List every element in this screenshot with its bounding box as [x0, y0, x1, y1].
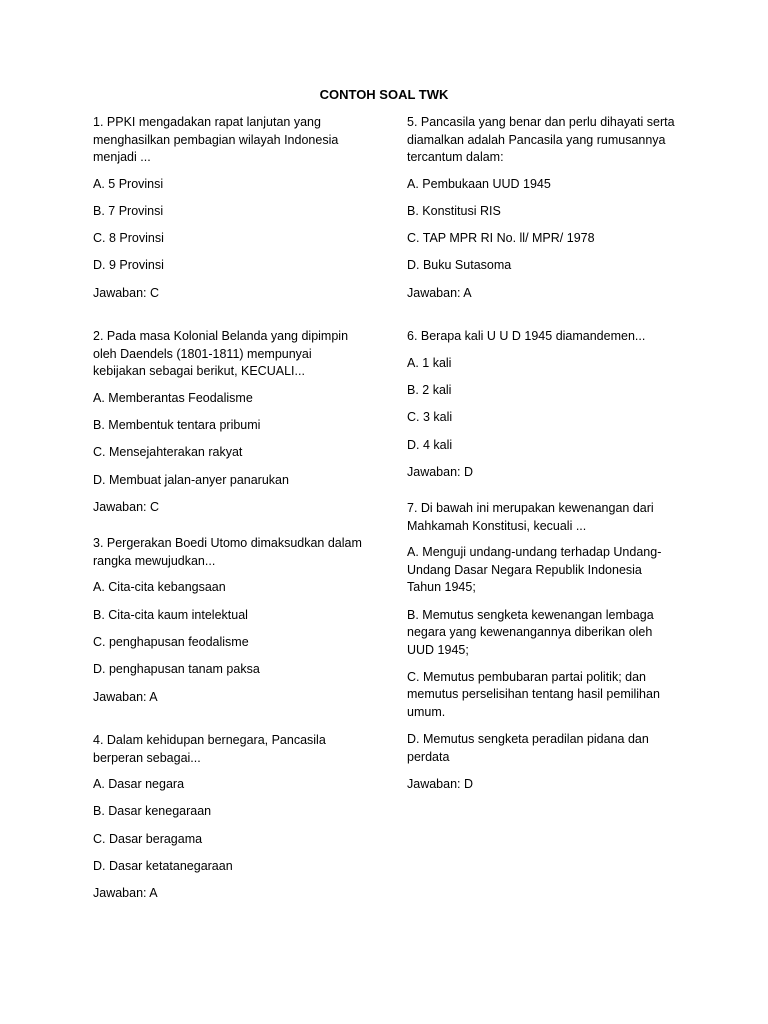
- option-c: C. penghapusan feodalisme: [93, 634, 249, 649]
- option-c: C. Mensejahterakan rakyat: [93, 445, 243, 460]
- question-6: [407, 328, 679, 481]
- question-text: 1. PPKI mengadakan rapat lanjutan yang menghasilkan pembagian wilayah Indonesia menjadi ...: [93, 115, 339, 164]
- option-a: A. Pembukaan UUD 1945: [407, 176, 551, 191]
- question-text: 3. Pergerakan Boedi Utomo dimaksudkan dalam rangka mewujudkan...: [93, 536, 362, 568]
- option-b: B. Dasar kenegaraan: [93, 804, 212, 819]
- question-1: [93, 114, 365, 302]
- option-d: D. Memutus sengketa peradilan pidana dan perdata: [407, 732, 649, 764]
- option-d: D. Buku Sutasoma: [407, 258, 512, 273]
- answer: Jawaban: A: [93, 886, 158, 901]
- option-a: A. Dasar negara: [93, 777, 185, 792]
- option-d: D. 9 Provinsi: [93, 258, 164, 273]
- option-b: B. Membentuk tentara pribumi: [93, 417, 261, 432]
- answer: Jawaban: D: [407, 777, 474, 792]
- option-d: D. Dasar ketatanegaraan: [93, 858, 233, 873]
- option-a: A. 1 kali: [407, 355, 452, 370]
- question-text: 2. Pada masa Kolonial Belanda yang dipimpin oleh Daendels (1801-1811) mempunyai kebijakan sebagai berikut, KECUALI...: [93, 329, 349, 379]
- option-d: D. Membuat jalan-anyer panarukan: [93, 472, 289, 487]
- option-b: B. 2 kali: [407, 382, 452, 397]
- question-text: 4. Dalam kehidupan bernegara, Pancasila berperan sebagai...: [93, 733, 326, 765]
- question-4: [93, 732, 365, 903]
- option-c: C. TAP MPR RI No. ll/ MPR/ 1978: [407, 231, 595, 246]
- option-c: C. 8 Provinsi: [93, 231, 164, 246]
- answer: Jawaban: A: [93, 689, 158, 704]
- answer: Jawaban: A: [407, 285, 472, 300]
- option-c: C. Dasar beragama: [93, 831, 203, 846]
- right-column: [407, 114, 679, 794]
- question-text: 7. Di bawah ini merupakan kewenangan dari Mahkamah Konstitusi, kecuali ...: [407, 501, 654, 533]
- answer: Jawaban: C: [93, 285, 160, 300]
- option-d: D. penghapusan tanam paksa: [93, 662, 260, 677]
- option-b: B. Memutus sengketa kewenangan lembaga negara yang kewenangannya diberikan oleh UUD 1945;: [407, 607, 654, 657]
- option-c: C. 3 kali: [407, 410, 453, 425]
- option-c: C. Memutus pembubaran partai politik; dan memutus perselisihan tentang hasil pemilihan umum.: [407, 669, 660, 719]
- question-3: [93, 535, 365, 706]
- question-text: 6. Berapa kali U U D 1945 diamandemen...: [407, 329, 646, 344]
- option-a: A. Memberantas Feodalisme: [93, 390, 253, 405]
- answer: Jawaban: D: [407, 464, 474, 479]
- page-title: CONTOH SOAL TWK: [319, 87, 449, 102]
- question-5: [407, 114, 679, 302]
- option-a: A. Cita-cita kebangsaan: [93, 580, 226, 595]
- question-7: [407, 500, 679, 793]
- option-d: D. 4 kali: [407, 437, 453, 452]
- left-column: [93, 114, 365, 903]
- option-b: B. 7 Provinsi: [93, 203, 164, 218]
- answer: Jawaban: C: [93, 499, 160, 514]
- question-2: [93, 328, 365, 516]
- option-b: B. Cita-cita kaum intelektual: [93, 607, 248, 622]
- option-b: B. Konstitusi RIS: [407, 203, 501, 218]
- option-a: A. Menguji undang-undang terhadap Undang-Undang Dasar Negara Republik Indonesia Tahun 1945;: [407, 545, 662, 595]
- question-text: 5. Pancasila yang benar dan perlu dihayati serta diamalkan adalah Pancasila yang rumusannya tercantum dalam:: [407, 115, 675, 164]
- option-a: A. 5 Provinsi: [93, 176, 164, 191]
